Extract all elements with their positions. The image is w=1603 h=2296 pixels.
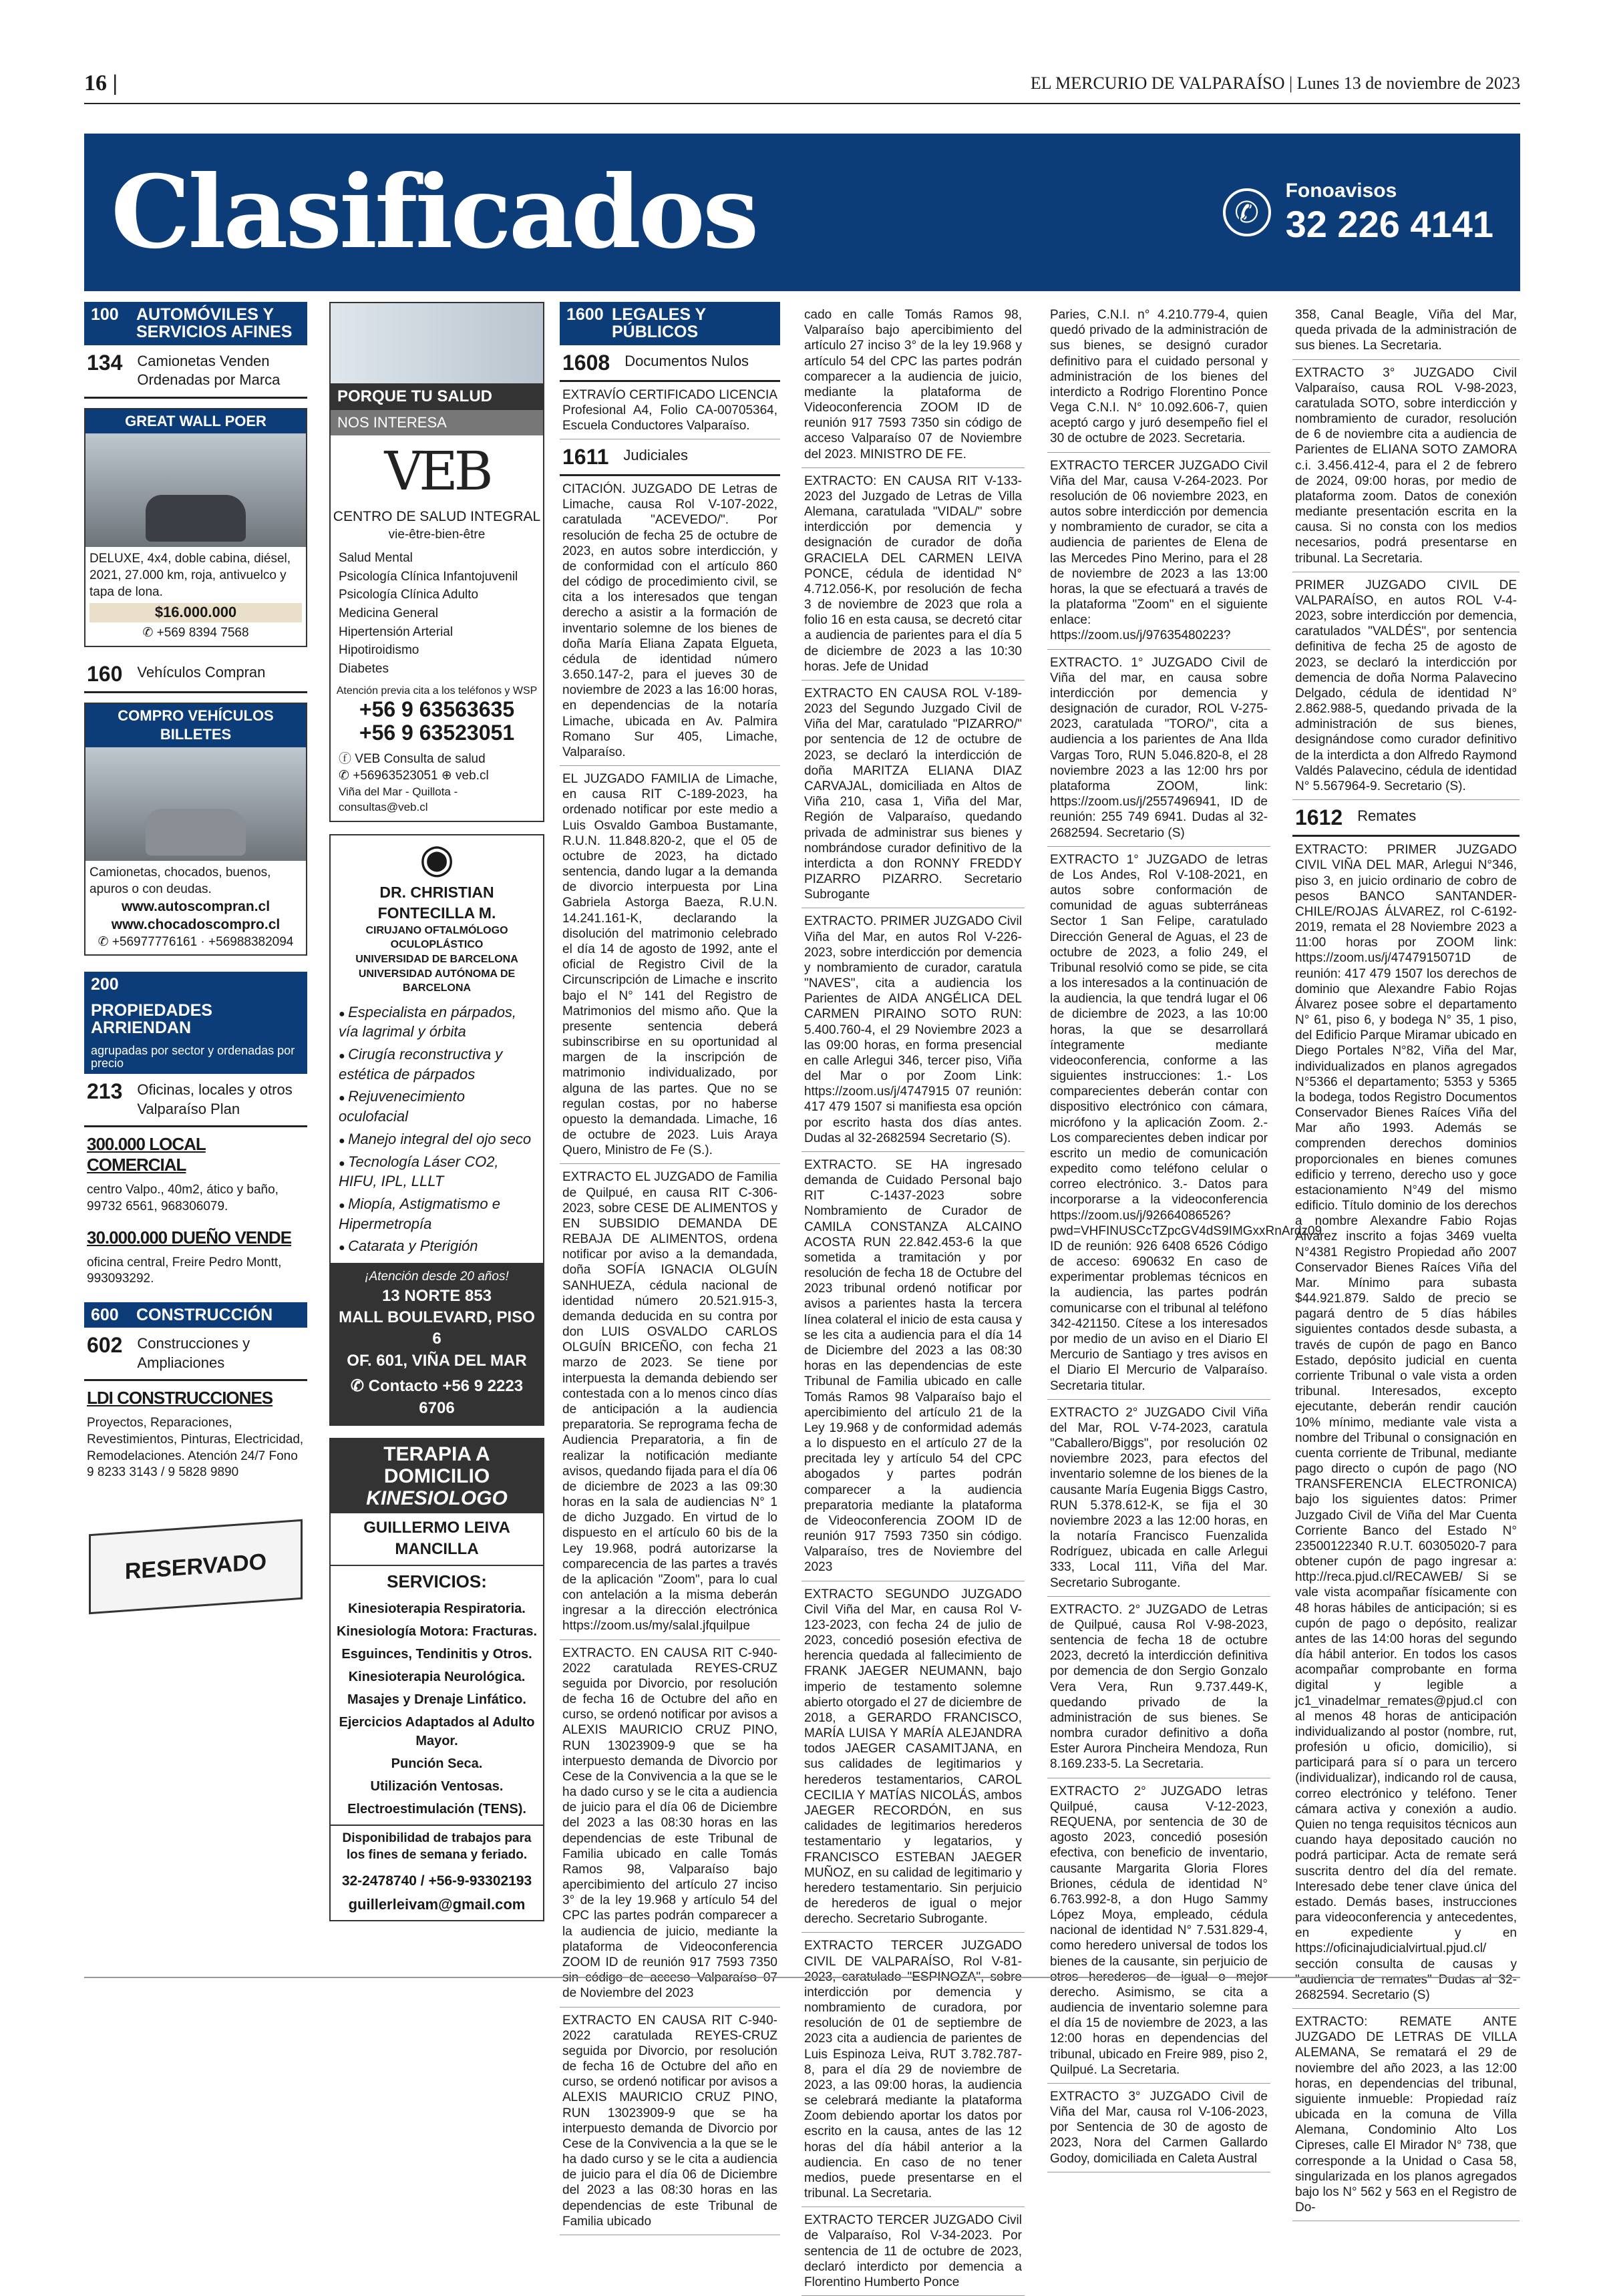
list-item: Ejercicios Adaptados al Adulto Mayor. bbox=[339, 1714, 535, 1748]
legal-notice: EXTRAVÍO CERTIFICADO LICENCIA Profesional A4, Folio CA-00705364, Escuela Conductores Valparaíso. bbox=[560, 382, 780, 440]
price: $16.000.000 bbox=[90, 603, 302, 622]
subcategory-160: 160 Vehículos Compran bbox=[84, 656, 307, 693]
section-title: Clasificados bbox=[111, 154, 757, 271]
legal-notice: cado en calle Tomás Ramos 98, Valparaíso bajo apercibimiento del artículo 27 inciso 3° de la ley 19.968 y artículo 54 del CPC las partes podrán comparecer a la audiencia de juicio, mediante la plataforma de Videoconferencia ZOOM ID de reunión 917 7593 7350 sin código de acceso Valparaíso 07 de Noviembre del 2023. MINISTRO DE FE. bbox=[802, 302, 1025, 468]
masthead bbox=[84, 134, 1520, 291]
legal-notice: EXTRACTO EN CAUSA ROL V-189-2023 del Segundo Juzgado Civil de Viña del Mar, caratulado "PIZARRO/" por sentencia de 12 de octubre de 2023, se declaró la interdicción de doña MARITZA ELIANA DIAZ CARVAJAL, domiciliada en Altos de Viña 210, casa 1, Viña del Mar, Región de Valparaíso, quedando privada de administrar sus bienes y nombrándose curador definitivo de la interdicta a don RONNY FREDDY PIZARRO PIZARRO. Secretario Subrogante bbox=[802, 681, 1025, 908]
subcategory-1611: 1611 Judiciales bbox=[560, 439, 780, 476]
legal-notice: PRIMER JUZGADO CIVIL DE VALPARAÍSO, en autos ROL V-4-2023, sobre interdicción por demencia, caratulados "VALDÉS", por sentencia definitiva de fecha 25 de agosto de 2023, se declaró la interdicción por demencia de doña Norma Palavecino Delgado, cédula de identidad N° 2.862.988-5, quedando privada de la administración de sus bienes, designándose como curador definitivo de la interdicta a don Alfredo Raymond Valdés Palavecino, cédula de identidad N° 5.567964-9. Secretario (S). bbox=[1292, 572, 1520, 800]
ad-veb: PORQUE TU SALUD NOS INTERESA VEB CENTRO DE SALUD INTEGRAL vie-être-bien-être Salud Mental Psicología Clínica Infantojuvenil Psicología Clínica Adulto Medicina General Hipertensión Arterial Hipotiroidismo Diabetes Atención previa cita a los teléfonos y WSP +56 9 63563635 +56 9 63523051 ⓕ VEB Consulta de salud ✆ +56963523051 ⊕ veb.cl Viña del Mar - Quillota - consultas@veb.cl bbox=[329, 302, 544, 822]
legal-notice: EXTRACTO 2° JUZGADO Civil Viña del Mar, ROL V-74-2023, caratula "Caballero/Biggs", por resolución 02 noviembre 2023, para efectos del inventario solemne de los bienes de la causante María Eugenia Biggs Castro, RUN 5.378.612-K, se fija el 30 noviembre 2023 a las 12:00 horas, en la notaría Francisco Fuenzalida Rodríguez, ubicada en calle Arlegui 333, Local 111, Viña del Mar. Secretario Subrogante. bbox=[1047, 1400, 1270, 1597]
list-item: Psicología Clínica Infantojuvenil bbox=[339, 569, 518, 584]
column-3 bbox=[560, 302, 780, 2229]
list-item: ● Tecnología Láser CO2, HIFU, IPL, LLLT bbox=[339, 1151, 535, 1193]
list-item: ● Cirugía reconstructiva y estética de párpados bbox=[339, 1043, 535, 1085]
car-photo bbox=[85, 747, 306, 861]
kin-services bbox=[331, 1593, 543, 1825]
list-item: Electroestimulación (TENS). bbox=[347, 1801, 526, 1816]
whatsapp-icon: ✆ bbox=[339, 769, 353, 783]
column-2 bbox=[329, 302, 544, 1913]
legal-notice: EXTRACTO 3° JUZGADO Civil de Viña del Mar, causa rol V-106-2023, por Sentencia de 30 de agosto de 2023, Nora del Carmen Gallardo Godoy, domiciliada en Caleta Austral bbox=[1047, 2084, 1270, 2172]
column-5 bbox=[1047, 302, 1322, 2166]
list-item: Diabetes bbox=[339, 661, 389, 676]
doctor-features bbox=[331, 996, 543, 1263]
subcategory-213: 213 Oficinas, locales y otros Valparaíso Plan bbox=[84, 1074, 307, 1127]
whatsapp-icon: ✆ bbox=[142, 625, 157, 640]
subcategory-134: 134 Camionetas Venden Ordenadas por Marca bbox=[84, 345, 307, 399]
legal-notice: EXTRACTO: REMATE ANTE JUZGADO DE LETRAS DE VILLA ALEMANA, Se rematará el 29 de noviembre del año 2023, a las 12:00 horas, en dependencias del tribunal, siguiente inmueble: Propiedad raíz ubicada en la comuna de Villa Alemana, Condominio Alto Los Cipreses, calle El Mirador N° 738, que corresponde a la Unidad o Casa 58, singularizada en los planos agregados bajo los N° 562 y 563 en el Registro de Do- bbox=[1292, 2009, 1520, 2221]
ad-ldi-heading: LDI CONSTRUCCIONES bbox=[87, 1388, 273, 1408]
list-item: Utilización Ventosas. bbox=[370, 1778, 504, 1794]
list-item: Masajes y Drenaje Linfático. bbox=[347, 1692, 526, 1707]
category-600: 600 CONSTRUCCIÓN bbox=[84, 1302, 307, 1328]
veb-logo: VEB bbox=[384, 440, 490, 503]
phone-icon: ✆ bbox=[350, 1377, 369, 1396]
column-4 bbox=[802, 302, 1025, 2289]
legal-notice: EXTRACTO. SE HA ingresado demanda de Cuidado Personal bajo RIT C-1437-2023 sobre Nombramiento de Curador de CAMILA CONSTANZA ALCAINO ACOSTA RUN 22.842.453-6 la que sometida a tramitación y por resolución de fecha 18 de Octubre del 2023 tribunal ordenó notificar por avisos a parientes hasta la tercera línea colateral el inicio de esta causa y se les cita a audiencia para el día 14 de Diciembre del 2023 a las 08:30 horas en las dependencias de este Tribunal de Familia ubicado en calle Tomás Ramos 98 Valparaíso bajo el apercibimiento del artículo 21 de la Ley 19.968 y de conformidad además a lo dispuesto en el artículo 27 de la precitada ley y artículo 54 del CPC abogados y partes podrán comparecer a la audiencia preparatoria mediante la plataforma de Videoconferencia ZOOM ID de reunión 917 7593 7350 sin código. Valparaíso, tres de Noviembre del 2023 bbox=[802, 1152, 1025, 1581]
list-item: Salud Mental bbox=[339, 551, 413, 566]
ad-ldi-text: Proyectos, Reparaciones, Revestimientos, Pinturas, Electricidad, Remodelaciones. Atención 24/7 Fono 9 8233 3143 / 9 5828 9890 bbox=[87, 1416, 304, 1480]
legal-notice: EXTRACTO TERCER JUZGADO Civil de Valparaíso, Rol V-34-2023. Por sentencia de 11 de octubre de 2023, declaró interdicto por demencia a Florentino Humberto Ponce bbox=[802, 2207, 1025, 2296]
list-item: ● Manejo integral del ojo seco bbox=[339, 1128, 535, 1151]
fono-label: Fonoavisos bbox=[1285, 179, 1397, 202]
page-number: 16 | bbox=[84, 71, 118, 95]
legal-notice: Paries, C.N.I. n° 4.210.779-4, quien quedó privado de la administración de sus bienes, se designó curador definitivo para el cuidado personal y administración de los bienes del interdicto a Rodrigo Florentino Ponce Vega C.N.I. N° 10.092.606-7, quien aceptó cargo y juró desempeño fiel el 30 de octubre de 2023. Secretaria. bbox=[1047, 302, 1270, 453]
ad-dueno-heading: 30.000.000 DUEÑO VENDE bbox=[87, 1227, 292, 1248]
subcategory-1608: 1608 Documentos Nulos bbox=[560, 345, 780, 382]
ad-great-wall: GREAT WALL POER DELUXE, 4x4, doble cabina, diésel, 2021, 27.000 km, roja, antivuelco y tapa de lona. $16.000.000 ✆ +569 8394 7568 bbox=[84, 408, 307, 647]
subcategory-1612: 1612 Remates bbox=[1292, 800, 1520, 837]
legal-notice: EXTRACTO 3° JUZGADO Civil Valparaíso, causa ROL V-98-2023, caratulada SOTO, sobre interdicción y nombramiento de curador, resolución de 6 de noviembre cita a audiencia de Parientes de ELIANA SOTO ZAMORA c.i. 3.456.412-4, para el 2 de febrero de 2024, 09:00 horas, por medio de plataforma zoom. Datos de conexión mediante presentación escrita en la causa. Si no consta con los medios necesarios, podrá presentarse en tribunal. La Secretaria. bbox=[1292, 360, 1520, 572]
legal-notice: EXTRACTO TERCER JUZGADO CIVIL DE VALPARAÍSO, Rol V-81-2023, caratulado "ESPINOZA", sobre interdicción por demencia y nombramiento de curadora, por resolución de 01 de septiembre de 2023 cita a audiencia de parientes de Luis Espinoza Leiva, RUT 3.782.787-8, para el día 29 de noviembre de 2023, a las 09:00 horas, la audiencia se celebrará mediante la plataforma Zoom debiendo aportar los datos por escrito en la causa, antes de las 12 horas del día hábil anterior a la audiencia. En caso de no tener medios, puede presentarse en el tribunal. La Secretaria. bbox=[802, 1933, 1025, 2207]
legal-notice: CITACIÓN. JUZGADO DE Letras de Limache, causa Rol V-107-2022, caratulada "ACEVEDO/". Por resolución de fecha 25 de octubre de 2023, en autos sobre interdicción, y de conformidad con el artículo 860 del código de procedimiento civil, se cita a los interesados que tengan derecho a asistir a la formación de inventario solemne de los bienes de doña María Eliana Zapata Elgueta, cédula de identidad número 3.650.147-2, para el jueves 30 de noviembre de 2023 a las 16:00 horas, en dependencias de la notaría Limache, ubicada en Av. Palmira Romano Sur 405, Limache, Valparaíso. bbox=[560, 476, 780, 766]
ad-local-heading: 300.000 LOCAL COMERCIAL bbox=[87, 1134, 206, 1175]
facebook-icon: ⓕ bbox=[339, 751, 355, 766]
list-item: Kinesioterapia Neurológica. bbox=[348, 1669, 526, 1684]
list-item: Kinesiología Motora: Fracturas. bbox=[336, 1623, 538, 1639]
eye-icon: ◉ bbox=[419, 836, 455, 882]
legal-notice: EXTRACTO. EN CAUSA RIT C-940-2022 caratulada REYES-CRUZ seguida por Divorcio, por resolución de fecha 16 de Octubre del año en curso, se ordenó notificar por avisos a ALEXIS MAURICIO CRUZ PINO, RUN 13023909-9 que se ha interpuesto demanda de Divorcio por Cese de la Convivencia a la que se le ha dado curso y se le cita a audiencia de juicio para el día 06 de Diciembre del 2023 a las 08:30 horas en las dependencias de este Tribunal de Familia ubicado en calle Tomás Ramos 98, Valparaíso bajo apercibimiento del artículo 27 inciso 3° de la ley 19.968 y artículo 54 del CPC las partes podrán comparecer a la audiencia de juicio, mediante la plataforma de Videoconferencia ZOOM ID de reunión 917 7593 7350 sin código de acceso Valparaíso 07 de Noviembre del 2023 bbox=[560, 1640, 780, 2007]
category-100: 100 AUTOMÓVILES Y SERVICIOS AFINES bbox=[84, 302, 307, 345]
list-item: Kinesioterapia Respiratoria. bbox=[348, 1601, 526, 1616]
phone-icon: ✆ bbox=[1223, 188, 1271, 236]
list-item: ● Catarata y Pterigión bbox=[339, 1235, 535, 1258]
list-item: ● Rejuvenecimiento oculofacial bbox=[339, 1085, 535, 1127]
list-item: Medicina General bbox=[339, 606, 438, 620]
web-icon: ⊕ bbox=[441, 769, 456, 783]
ad-fontecilla: ◉ DR. CHRISTIAN FONTECILLA M. CIRUJANO OFTALMÓLOGO OCULOPLÁSTICO UNIVERSIDAD DE BARCELONA UNIVERSIDAD AUTÓNOMA DE BARCELONA ● Especialista en párpados, vía lagrimal y órbita ● Cirugía reconstructiva y estética de párpados ● Rejuvenecimiento oculofacial ● Manejo integral del ojo seco ● Tecnología Láser CO2, HIFU, IPL, LLLT ● Miopía, Astigmatismo e Hipermetropía ● Catarata y Pterigión ¡Atención desde 20 años! 13 NORTE 853 MALL BOULEVARD, PISO 6 OF. 601, VIÑA DEL MAR ✆ Contacto +56 9 2223 6706 bbox=[329, 834, 544, 1426]
legal-notice: EXTRACTO. PRIMER JUZGADO Civil Viña del Mar, en autos Rol V-226-2023, sobre interdicción por demencia y nombramiento de curador, caratula "NAVES", cita a audiencia los Parientes de AIDA ANGÉLICA DEL CARMEN PIRAINO SOTO RUN: 5.400.760-4, el 29 Noviembre 2023 a las 09:00 horas, en forma presencial en calle Arlegui 346, tercer piso, Viña del Mar o por Zoom Link: https://zoom.us/j/4747915 07 reunión: 417 479 1507 si manifiesta esa opción por escrito hasta dos días antes. Dudas al 32-2682594 Secretario (S). bbox=[802, 908, 1025, 1152]
legal-notice: EL JUZGADO FAMILIA de Limache, en causa RIT C-189-2023, ha ordenado notificar por este medio a Luis Osvaldo Gamboa Bustamante, R.U.N. 11.848.820-2, que el 05 de octubre de 2023, ha dictado sentencia, dando lugar a la demanda de divorcio interpuesta por Lina Gabriela Astorga Baeza, R.U.N. 14.241.161-K, declarando la disolución del matrimonio celebrado el día 14 de agosto de 1992, ante el oficial de Registro Civil de la Circunscripción de Limache e inscrito bajo el N° 141 del Registro de Matrimonios del mismo año. Que la presente sentencia deberá subinscribirse en su oportunidad al margen de la inscripción de matrimonio individualizado, por alguna de las partes. Que no se regulan costas, por no haberse opuesto la demandada. Limache, 16 de octubre de 2023. Luis Araya Quero, Ministro de Fe (S.). bbox=[560, 766, 780, 1164]
legal-notice: EXTRACTO TERCER JUZGADO Civil Viña del Mar, causa V-264-2023. Por resolución de 06 noviembre 2023, en autos sobre interdicción por demencia y nombramiento de curador, se cita a audiencia de parientes de Elena de las Mercedes Pino Merino, para el 28 de noviembre de 2023 a las 13:00 horas, la que se efectuará a través de la plataforma "Zoom" en el siguiente enlace: https://zoom.us/j/97635480223? bbox=[1047, 453, 1270, 650]
list-item: Punción Seca. bbox=[391, 1756, 483, 1771]
legal-notice: EXTRACTO. 1° JUZGADO Civil de Viña del mar, en causa sobre interdicción por demencia y designación de curador, ROL V-275-2023, caratulada "TORO/", cita a audiencia a los parientes de Ana Ilda Vargas Toro, RUN 5.046.820-8, el 28 noviembre 2023 a las 12:00 hrs por plataforma ZOOM, link: https://zoom.us/j/2557496941, ID de reunión: 255 749 6941. Dudas al 32-2682594. Secretario (S) bbox=[1047, 650, 1270, 847]
list-item: Psicología Clínica Adulto bbox=[339, 588, 479, 602]
column-1 bbox=[84, 302, 307, 1891]
legal-notice: EXTRACTO. 2° JUZGADO de Letras de Quilpué, causa Rol V-98-2023, sentencia de fecha 18 de octubre 2023, decretó la interdicción definitiva por demencia de don Sergio Gonzalo Vera Vera, Run 9.737.449-K, quedando privado de la administración de sus bienes. Se nombra curador definitivo a doña Ester Aurora Pincheira Mendoza, Run 8.169.233-5. La Secretaria. bbox=[1047, 1597, 1270, 1778]
veb-services bbox=[331, 544, 543, 683]
fono-number: 32 226 4141 bbox=[1285, 202, 1493, 245]
list-item: Hipertensión Arterial bbox=[339, 624, 454, 639]
category-1600: 1600 LEGALES Y PÚBLICOS bbox=[560, 302, 780, 345]
legal-notice: EXTRACTO: EN CAUSA RIT V-133-2023 del Juzgado de Letras de Villa Alemana, caratulada "VIDAL/" sobre interdicción por demencia y designación de curador de doña GRACIELA DEL CARMEN LEIVA PONCE, cédula de identidad N° 4.712.056-K, por resolución de fecha 3 de noviembre de 2023 que rola a folio 16 en esta causa, se decretó citar a audiencia de parientes para el día 5 de diciembre de 2023 a las 10:30 horas. Jefe de Unidad bbox=[802, 468, 1025, 681]
ad-dueno-text: oficina central, Freire Pedro Montt, 993093292. bbox=[87, 1255, 282, 1286]
ad-compro-vehiculos: COMPRO VEHÍCULOS BILLETES Camionetas, chocados, buenos, apuros o con deudas. www.autoscompran.cl www.chocadoscompro.cl ✆ +56977776161 · +56988382094 bbox=[84, 703, 307, 956]
publication-info: EL MERCURIO DE VALPARAÍSO | Lunes 13 de noviembre de 2023 bbox=[1030, 73, 1520, 93]
footer-rule bbox=[84, 1977, 1520, 1978]
legal-notice: EXTRACTO 2° JUZGADO letras Quilpué, causa V-12-2023, REQUENA, por sentencia de 30 de agosto 2023, concedió posesión efectiva, con beneficio de inventario, causante Margarita Gloria Flores Briones, cédula de identidad N° 6.763.992-8, a don Hugo Sammy López Moya, empleado, cédula nacional de identidad N° 7.531.829-4, como heredero universal de todos los bienes de la causante, sin perjuicio de otros herederos de igual o mejor derecho. Asimismo, se cita a audiencia de inventario solemne para el día 15 de noviembre de 2023, a las 12:00 horas en dependencias del tribunal, ubicado en Freire 989, piso 2, Quilpué. La Secretaria. bbox=[1047, 1778, 1270, 2084]
category-200: 200 PROPIEDADES ARRIENDAN agrupadas por sector y ordenadas por precio bbox=[84, 972, 307, 1074]
reservado-sign: RESERVADO bbox=[84, 1507, 307, 1627]
doctor-photo bbox=[331, 303, 543, 383]
legal-notice: 358, Canal Beagle, Viña del Mar, queda privada de la administración de sus bienes. La Secretaria. bbox=[1292, 302, 1520, 360]
truck-photo bbox=[85, 433, 306, 547]
list-item: ● Especialista en párpados, vía lagrimal y órbita bbox=[339, 1001, 535, 1043]
column-6 bbox=[1292, 302, 1520, 2215]
legal-notice: EXTRACTO EL JUZGADO de Familia de Quilpué, en causa RIT C-306-2023, sobre CESE DE ALIMENTOS y EN SUBSIDIO DEMANDA DE REBAJA DE ALIMENTOS, ordena notificar por aviso a la demandada, doña SOFÍA IGNACIA OLGUÍN SANHUEZA, cédula nacional de identidad número 20.521.915-3, demanda deducida en su contra por don LUIS OSVALDO CARLOS OLGUÍN BRICEÑO, con fecha 21 marzo de 2023. Se tiene por interpuesta la demanda debiendo ser contestada con a lo menos cinco días de anticipación a la audiencia preparatoria. Se reprograma fecha de Audiencia Preparatoria, a fin de realizar la notificación mediante avisos, quedando fijada para el día 06 de diciembre de 2023 a las 09:30 horas en la sala de audiencias N° 1 de dicho Juzgado. En virtud de lo dispuesto en el artículo 60 bis de la Ley 19.968, podrá autorizarse la comparecencia de las partes a través de la aplicación "Zoom", para lo cual con antelación a la misma deberán ingresar a la dirección electrónica https://zoom.us/my/salaI.jfquilpue bbox=[560, 1164, 780, 1640]
ad-kinesiologo: TERAPIA A DOMICILIO KINESIOLOGO GUILLERMO LEIVA MANCILLA SERVICIOS: Kinesioterapia Respiratoria. Kinesiología Motora: Fracturas. Esguinces, Tendinitis y Otros. Kinesioterapia Neurológica. Masajes y Drenaje Linfático. Ejercicios Adaptados al Adulto Mayor. Punción Seca. Utilización Ventosas. Electroestimulación (TENS). Disponibilidad de trabajos para los fines de semana y feriado. 32-2478740 / +56-9-93302193 guillerleivam@gmail.com bbox=[329, 1438, 544, 1921]
page-header bbox=[84, 64, 1520, 104]
list-item: Esguinces, Tendinitis y Otros. bbox=[341, 1646, 532, 1662]
ad-local-text: centro Valpo., 40m2, ático y baño, 99732 6561, 968306079. bbox=[87, 1183, 279, 1213]
legal-notice: EXTRACTO EN CAUSA RIT C-940-2022 caratulada REYES-CRUZ seguida por Divorcio, por resolución de fecha 16 de Octubre del año en curso, se ordenó notificar por avisos a ALEXIS MAURICIO CRUZ PINO, RUN 13023909-9 que se ha interpuesto demanda de Divorcio por Cese de la Convivencia a la que se le ha dado curso y se le cita a audiencia de juicio para el día 06 de Diciembre del 2023 a las 08:30 horas en las dependencias de este Tribunal de Familia ubicado bbox=[560, 2007, 780, 2235]
fonoavisos bbox=[1223, 180, 1493, 246]
legal-notice: EXTRACTO SEGUNDO JUZGADO Civil Viña del Mar, en causa Rol V-123-2023, con fecha 24 de julio de 2023, concedió posesión efectiva de herencia quedada al fallecimiento de FRANK JAEGER NEUMANN, bajo imperio de testamento solemne abierto otorgado el 27 de diciembre de 2018, a GERARDO FRANCISCO, MARÍA LUISA Y MARÍA ALEJANDRA todos JAEGER CASAMITJANA, en sus calidades de legitimarios y herederos testamentarios, CAROL CECILIA Y MATÍAS NICOLÁS, ambos JAEGER RECORDÓN, en sus calidades de legitimarios herederos testamentario y legatarios, y FRANCISCO ESTEBAN JAEGER MUÑOZ, en su calidad de legitimario y heredero testamentario. Sin perjuicio de herederos de igual o mejor derecho. Secretario Subrogante. bbox=[802, 1581, 1025, 1933]
whatsapp-icon: ✆ bbox=[98, 934, 112, 949]
subcategory-602: 602 Construcciones y Ampliaciones bbox=[84, 1328, 307, 1381]
list-item: Hipotiroidismo bbox=[339, 643, 419, 658]
legal-notice: EXTRACTO 1° JUZGADO de letras de Los Andes, Rol V-108-2021, en autos sobre conformación de comunidad de aguas subterráneas Sector 1 San Felipe, caratulado Dirección General de Aguas, el 23 de octubre de 2023, a folio 249, el Tribunal resolvió como se pide, se cita a los interesados a la continuación de la audiencia, la que tendrá lugar el 06 de diciembre de 2023, a las 10:00 horas, la que se desarrollará íntegramente mediante videoconferencia, conforme a las siguientes instrucciones: 1.- Los comparecientes deberán contar con dispositivo electrónico con cámara, micrófono y la aplicación Zoom. 2.- Los comparecientes deben indicar por escrito un medio de comunicación expedito como teléfono celular o correo electrónico. 3.- Datos para incorporarse a la videoconferencia https://zoom.us/j/92664086526?pwd=VHFINUSCcTZpcGV4dS9IMGxxRnArdz09 ID de reunión: 926 6408 6526 Código de acceso: 690632 En caso de experimentar problemas técnicos en la audiencia, las partes podrán comunicarse con el tribunal al teléfono 342-421150. Cítese a los interesados por medio de un aviso en el Diario El Mercurio de Santiago y tres avisos en el Diario El Mercurio de Valparaíso. Secretaria titular. bbox=[1047, 847, 1270, 1400]
list-item: ● Miopía, Astigmatismo e Hipermetropía bbox=[339, 1193, 535, 1235]
legal-notice: EXTRACTO: PRIMER JUZGADO CIVIL VIÑA DEL MAR, Arlegui N°346, piso 3, en juicio ordinario de cobro de pesos BANCO SANTANDER-CHILE/ROJAS ÁLVAREZ, rol C-6192-2019, remata el 28 Noviembre 2023 a 11:00 horas por ZOOM link: https://zoom.us/j/4747915071D de reunión: 417 479 1507 los derechos de dominio que Alexandre Fabio Rojas Álvarez posee sobre el departamento N° 61, piso 6, y bodega N° 35, 1 piso, del Edificio Parque Miramar ubicado en Diego Portales N°82, Viña del Mar, individualizados en planos agregados N°5366 el departamento; 5353 y 5365 la bodega, todos Registro Documentos Conservador Bienes Raíces Viña del Mar año 1993. Además se comprenden derechos dominios proporcionales en bienes comunes edificio y terreno, derecho uso y goce estacionamiento N°49 del mismo edificio. Título dominio de los derechos a nombre Alexandre Fabio Rojas Álvarez inscrito a fojas 3469 vuelta N°4381 Registro Propiedad año 2007 Conservador Bienes Raíces Viña del Mar. Mínimo para subasta $44.921.879. Saldo de precio se pagará dentro de 5 días hábiles siguientes contados desde subasta, a través de cupón de pago en Banco Estado, depósito judicial en cuenta corriente Tribunal o vale vista a orden tribunal. Interesados, excepto ejecutante, deberán rendir caución 10% mínimo, mediante vale vista a nombre del Tribunal o consignación en cuenta corriente de Tribunal, mediante pago directo o cupón de pago (NO TRANSFERENCIA ELECTRONICA) bajo los siguientes datos: Primer Juzgado Civil de Viña del Mar Cuenta Corriente Banco del Estado N° 23500122340 R.U.T. 60305020-7 para obtener cupón de pago ingresar a: http://reca.pjud.cl/RECAWEB/ Si se vale vista acompañar físicamente con 48 horas hábiles de anticipación; si es cupón de pago o depósito, realizar antes de las 14:00 horas del segundo día hábil anterior. En todos los casos acompañar comprobante en forma digital y legible a jc1_vinadelmar_remates@pjud.cl con al menos 48 horas de anticipación individualizando al postor (nombre, rut, profesión u oficio, domicilio), si participará para sí o para un tercero (individualizar), indicando rol de causa, correo electrónico y teléfono. Tener cámara activa y conexión a audio. Quien no tenga requisitos técnicos aun cuando haya depositado caución no podrá participar. Acta de remate será suscrita dentro del día del remate. Interesado debe tener clave única del estado. Demás bases, instrucciones para videoconferencia y antecedentes, en expediente y en https://oficinajudicialvirtual.pjud.cl/ sección consulta de causas y "audiencia de remates" Dudas al 32-2682594. Secretario (S) bbox=[1292, 837, 1520, 2009]
